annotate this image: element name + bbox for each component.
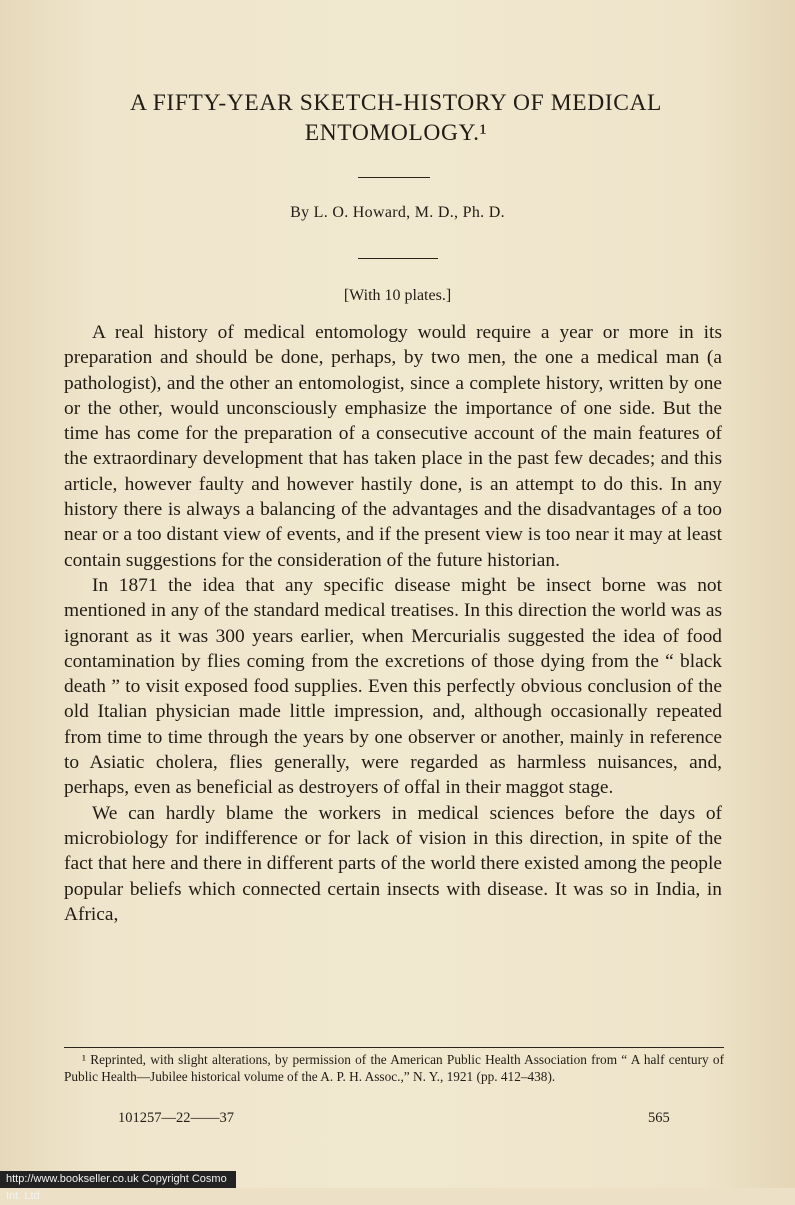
title-rule [358,177,430,178]
page-number: 565 [648,1110,670,1126]
paragraph-1: A real history of medical entomology would require a year or more in its preparation and should be done, perhaps, by two men, the one a medical man (a pathologist), and the other an entomologist, since a complete history, written by one or the other, would unconsciously emphasize the importance of one side. But the time has come for the preparation of a consecutive account of the main features of the extraordinary development that has taken place in the past few decades; and this article, however faulty and however hastily done, is an attempt to do this. In any history there is always a balancing of the advantages and the disadvantages of a too near or a too distant view of events, and if the present view is too near it may at least contain suggestions for the consideration of the future historian. [64,322,722,571]
paragraph-3: We can hardly blame the workers in medical sciences before the days of microbiology for indifference or for lack of vision in this direction, in spite of the fact that here and there in different parts of the world there existed among the people popular beliefs which connected certain insects with disease. It was so in India, in Africa, [64,802,722,925]
plates-note: [With 10 plates.] [343,287,452,304]
show-through-text [330,0,760,24]
printer-signature: 101257—22——37 [118,1110,234,1126]
article-title: A FIFTY-YEAR SKETCH-HISTORY OF MEDICAL ENTOMOLOGY.¹ [129,90,662,146]
footnote-rule [64,1047,724,1048]
paragraph-2: In 1871 the idea that any specific disease might be insect borne was not mentioned in any of the standard medical treatises. In this direction the world was as ignorant as it was 300 years earlier, when Mercurialis suggested the idea of food contamination by flies coming from the excretions of those dying from the “ black death ” to visit exposed food supplies. Even this perfectly obvious conclusion of the old Italian physician made little impression, and, although occasionally repeated from time to time through the years by one observer or another, mainly in reference to Asiatic cholera, flies generally, were regarded as harmless nuisances, and, perhaps, even as beneficial as destroyers of offal in their maggot stage. [64,574,722,799]
article-body [64,320,722,927]
byline-rule [358,258,438,259]
author-byline: By L. O. Howard, M. D., Ph. D. [290,204,505,221]
footnote: ¹ Reprinted, with slight alterations, by permission of the American Public Health Association from “ A half century of Public Health—Jubilee historical volume of the A. P. H. Assoc.,” N. Y., 1921 (pp. 412–438). [64,1052,724,1084]
copyright-watermark: http://www.bookseller.co.uk Copyright Cosmo Int. Ltd [0,1171,236,1188]
